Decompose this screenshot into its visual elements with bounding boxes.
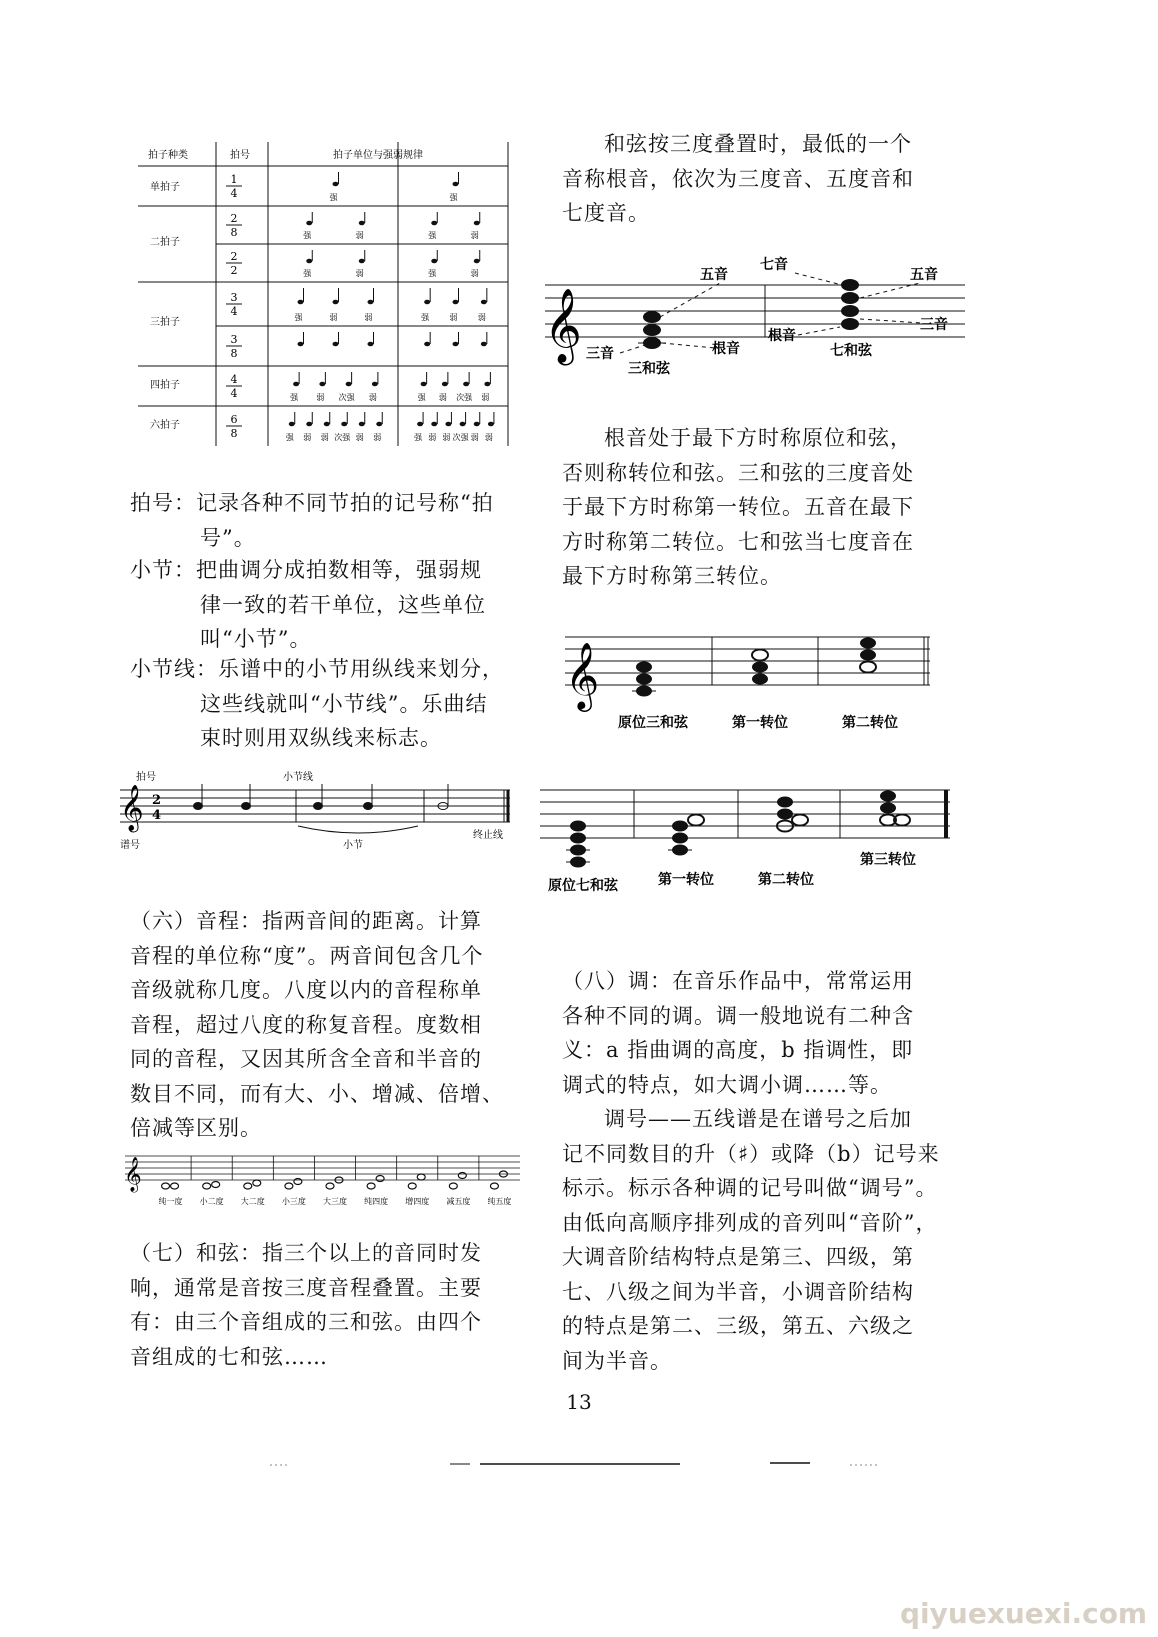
text-line: 最下方时称第三转位。 bbox=[562, 564, 782, 588]
text-line: 调号——五线谱是在谱号之后加 bbox=[604, 1107, 912, 1131]
interval-note bbox=[253, 1180, 261, 1186]
beat-word: 强 bbox=[414, 433, 423, 442]
beat-note bbox=[481, 300, 487, 305]
text-line: 七度音。 bbox=[562, 201, 650, 225]
definition-time-signature bbox=[130, 486, 540, 555]
sig-bottom: 4 bbox=[230, 187, 238, 200]
label-seventh: 七音 bbox=[760, 257, 788, 273]
label-final-barline: 终止线 bbox=[473, 830, 503, 841]
beat-note bbox=[463, 382, 469, 387]
interval-note bbox=[212, 1182, 220, 1188]
beat-note bbox=[417, 422, 423, 427]
beat-word: 次强 bbox=[334, 433, 351, 442]
table-header: 拍子单位与强弱规律 bbox=[333, 150, 423, 161]
measure-brace bbox=[298, 826, 418, 833]
text-line: 同的音程，又因其所含全音和半音的 bbox=[130, 1047, 482, 1071]
label-measure: 小节 bbox=[343, 840, 363, 851]
time-sig-bottom: 4 bbox=[152, 808, 162, 823]
beat-word: 次强 bbox=[338, 393, 355, 402]
treble-clef-icon: 𝄞 bbox=[544, 289, 582, 363]
treble-clef-icon: 𝄞 bbox=[124, 1157, 142, 1192]
term: 小节线： bbox=[130, 657, 218, 681]
label-third: 三音 bbox=[920, 317, 948, 333]
beat-word: 强 bbox=[294, 313, 303, 322]
beat-word: 弱 bbox=[329, 313, 338, 322]
beat-note bbox=[333, 182, 339, 187]
sig-bottom: 4 bbox=[230, 387, 238, 400]
meter-kind: 四拍子 bbox=[150, 380, 180, 391]
interval-note bbox=[449, 1183, 457, 1189]
key-paragraph bbox=[562, 964, 1002, 1102]
beat-word: 强 bbox=[428, 231, 437, 240]
beat-word: 弱 bbox=[428, 433, 437, 442]
text-line: 音级就称几度。八度以内的音程称单 bbox=[130, 978, 482, 1002]
beat-word: 强 bbox=[290, 393, 299, 402]
interval-staff bbox=[120, 1148, 530, 1208]
watermark: qiyuexuexi.com bbox=[900, 1597, 1148, 1630]
interval-label: 小二度 bbox=[199, 1197, 224, 1206]
sig-top: 2 bbox=[230, 250, 238, 263]
text-line: 音组成的七和弦…… bbox=[130, 1344, 328, 1369]
label-second-inversion: 第二转位 bbox=[842, 715, 898, 731]
label-fifth: 五音 bbox=[910, 267, 938, 283]
definition-measure bbox=[130, 553, 540, 657]
beat-note bbox=[306, 259, 312, 264]
sig-top: 1 bbox=[230, 173, 238, 186]
beat-note bbox=[368, 300, 374, 305]
interval-label: 减五度 bbox=[446, 1197, 471, 1206]
label-second-inversion: 第二转位 bbox=[758, 872, 814, 888]
beat-note bbox=[333, 300, 339, 305]
text-line: （八）调：在音乐作品中，常常运用 bbox=[562, 969, 914, 993]
beat-note bbox=[372, 382, 378, 387]
beat-word: 弱 bbox=[477, 313, 486, 322]
beat-word: 弱 bbox=[373, 433, 382, 442]
text-line: 义：a 指曲调的高度，b 指调性，即 bbox=[562, 1038, 914, 1062]
beat-word: 弱 bbox=[320, 433, 329, 442]
text-line: （七）和弦：指三个以上的音同时发 bbox=[130, 1241, 482, 1265]
text-line: 七、八级之间为半音，小调音阶结构 bbox=[562, 1279, 914, 1304]
text-line: 音程，超过八度的称复音程。度数相 bbox=[130, 1012, 482, 1037]
meter-kind: 三拍子 bbox=[150, 317, 180, 328]
beat-word: 弱 bbox=[355, 269, 364, 278]
beat-note bbox=[421, 382, 427, 387]
beat-word: 强 bbox=[303, 231, 312, 240]
beat-word: 弱 bbox=[303, 433, 312, 442]
text-line: 数目不同，而有大、小、增减、倍增、 bbox=[130, 1081, 504, 1106]
interval-note bbox=[408, 1183, 416, 1189]
beat-note bbox=[376, 422, 382, 427]
label-root: 根音 bbox=[768, 328, 796, 344]
label-clef: 谱号 bbox=[120, 840, 140, 851]
beat-note bbox=[341, 422, 347, 427]
definition-barline bbox=[130, 652, 540, 756]
text-line: 大调音阶结构特点是第三、四级，第 bbox=[562, 1245, 914, 1269]
interval-label: 纯五度 bbox=[487, 1197, 512, 1206]
interval-label: 纯一度 bbox=[158, 1197, 183, 1206]
beat-word: 强 bbox=[417, 393, 426, 402]
beat-note bbox=[289, 422, 295, 427]
footer-rule bbox=[250, 1460, 900, 1470]
beat-note bbox=[359, 221, 365, 226]
beat-note bbox=[319, 382, 325, 387]
beat-word: 弱 bbox=[470, 269, 479, 278]
interval-label: 增四度 bbox=[405, 1197, 430, 1206]
interval-note bbox=[490, 1183, 498, 1189]
definition-line: 乐谱中的小节用纵线来划分， bbox=[218, 657, 504, 681]
chord-intro-paragraph bbox=[562, 127, 992, 231]
definition-line: 这些线就叫“小节线”。乐曲结 bbox=[200, 691, 488, 716]
beat-word: 强 bbox=[303, 269, 312, 278]
interval-label: 纯四度 bbox=[364, 1197, 389, 1206]
beat-word: 强 bbox=[449, 193, 458, 202]
table-header: 拍号 bbox=[230, 150, 250, 161]
interval-note bbox=[285, 1183, 293, 1189]
beat-note bbox=[474, 221, 480, 226]
table-header: 拍子种类 bbox=[148, 150, 188, 161]
label-root-position: 原位三和弦 bbox=[618, 715, 688, 731]
beat-note bbox=[431, 259, 437, 264]
meter-kind: 六拍子 bbox=[150, 420, 180, 431]
beat-word: 次强 bbox=[452, 433, 469, 442]
beat-note bbox=[481, 342, 487, 347]
key-signature-paragraph bbox=[562, 1102, 1002, 1378]
text-line: 响，通常是音按三度音程叠置。主要 bbox=[130, 1275, 482, 1300]
beat-word: 强 bbox=[421, 313, 430, 322]
beat-note bbox=[488, 422, 494, 427]
definition-line: 记录各种不同节拍的记号称“拍 bbox=[196, 491, 494, 515]
sig-bottom: 8 bbox=[230, 226, 238, 239]
barline-diagram bbox=[118, 770, 528, 855]
beat-note bbox=[431, 221, 437, 226]
inversion-paragraph bbox=[562, 421, 1002, 594]
text-line: 倍减等区别。 bbox=[130, 1116, 262, 1140]
chord-notes bbox=[632, 638, 876, 697]
beat-note bbox=[293, 382, 299, 387]
beat-word: 弱 bbox=[442, 433, 451, 442]
text-line: 方时称第二转位。七和弦当七度音在 bbox=[562, 529, 914, 554]
text-line: 否则称转位和弦。三和弦的三度音处 bbox=[562, 460, 914, 485]
beat-note bbox=[460, 422, 466, 427]
beat-note bbox=[368, 342, 374, 347]
label-fifth: 五音 bbox=[700, 267, 728, 283]
text-line: 由低向高顺序排列成的音列叫“音阶”， bbox=[562, 1210, 938, 1235]
text-line: 于最下方时称第一转位。五音在最下 bbox=[562, 495, 914, 519]
interval-note bbox=[367, 1183, 375, 1189]
beat-word: 弱 bbox=[449, 313, 458, 322]
time-sig-top: 2 bbox=[152, 793, 162, 808]
beat-note bbox=[484, 382, 490, 387]
text-line: 标示。标示各种调的记号叫做“调号”。 bbox=[562, 1176, 938, 1200]
definition-line: 律一致的若干单位，这些单位 bbox=[200, 592, 486, 617]
sig-top: 4 bbox=[230, 373, 238, 386]
definition-line: 把曲调分成拍数相等，强弱规 bbox=[196, 558, 482, 582]
sig-bottom: 4 bbox=[230, 305, 238, 318]
interval-label: 小三度 bbox=[281, 1197, 306, 1206]
definition-line: 束时则用双纵线来标志。 bbox=[200, 726, 442, 750]
beat-word: 弱 bbox=[355, 433, 364, 442]
text-line: 有：由三个音组成的三和弦。由四个 bbox=[130, 1310, 482, 1334]
definition-line: 号”。 bbox=[200, 525, 256, 550]
meter-kind: 二拍子 bbox=[150, 237, 180, 248]
label-third-inversion: 第三转位 bbox=[860, 852, 916, 868]
text-line: 和弦按三度叠置时，最低的一个 bbox=[604, 132, 912, 156]
beat-word: 弱 bbox=[368, 393, 377, 402]
beat-note bbox=[431, 422, 437, 427]
beat-word: 强 bbox=[285, 433, 294, 442]
sig-bottom: 2 bbox=[230, 264, 238, 277]
triad-inversions-diagram bbox=[560, 615, 940, 735]
label-root-position: 原位七和弦 bbox=[548, 878, 618, 894]
treble-clef-icon: 𝄞 bbox=[120, 785, 144, 831]
interval-note bbox=[244, 1183, 252, 1189]
beat-note bbox=[324, 422, 330, 427]
text-line: 根音处于最下方时称原位和弦， bbox=[604, 426, 912, 450]
interval-note bbox=[294, 1179, 302, 1185]
term: 小节： bbox=[130, 558, 196, 582]
beat-word: 强 bbox=[329, 193, 338, 202]
label-barline: 小节线 bbox=[283, 772, 313, 783]
interval-label: 大二度 bbox=[240, 1197, 265, 1206]
text-line: （六）音程：指两音间的距离。计算 bbox=[130, 909, 482, 933]
text-line: 记不同数目的升（♯）或降（b）记号来 bbox=[562, 1141, 940, 1166]
beat-note bbox=[359, 422, 365, 427]
beat-note bbox=[424, 300, 430, 305]
chord-structure-diagram bbox=[540, 255, 980, 385]
beat-note bbox=[306, 422, 312, 427]
sig-bottom: 8 bbox=[230, 347, 238, 360]
seventh-inversions-diagram bbox=[540, 780, 960, 900]
beat-note bbox=[442, 382, 448, 387]
beat-word: 次强 bbox=[456, 393, 473, 402]
label-triad: 三和弦 bbox=[628, 361, 670, 377]
sig-top: 3 bbox=[230, 333, 238, 346]
interval-note bbox=[171, 1183, 179, 1189]
beat-word: 弱 bbox=[470, 231, 479, 240]
label-seventh-chord: 七和弦 bbox=[830, 343, 872, 359]
interval-note bbox=[326, 1183, 334, 1189]
meter-table bbox=[128, 130, 528, 460]
chord-paragraph bbox=[130, 1236, 540, 1374]
sig-bottom: 8 bbox=[230, 427, 238, 440]
definition-line: 叫“小节”。 bbox=[200, 627, 312, 651]
seventh-chord-notes bbox=[841, 279, 859, 330]
beat-note bbox=[474, 259, 480, 264]
beat-word: 弱 bbox=[438, 393, 447, 402]
label-first-inversion: 第一转位 bbox=[658, 872, 714, 888]
interval-paragraph bbox=[130, 904, 540, 1146]
label-time-signature: 拍号 bbox=[136, 772, 156, 783]
beat-note bbox=[474, 422, 480, 427]
interval-note bbox=[162, 1183, 170, 1189]
beat-word: 弱 bbox=[481, 393, 490, 402]
beat-note bbox=[346, 382, 352, 387]
interval-note bbox=[203, 1183, 211, 1189]
label-first-inversion: 第一转位 bbox=[732, 715, 788, 731]
beat-word: 弱 bbox=[364, 313, 373, 322]
text-line: 调式的特点，如大调小调……等。 bbox=[562, 1072, 892, 1097]
interval-note bbox=[376, 1176, 384, 1182]
beat-note bbox=[306, 221, 312, 226]
staff bbox=[545, 285, 965, 337]
text-line: 音称根音，依次为三度音、五度音和 bbox=[562, 166, 914, 191]
sig-top: 6 bbox=[230, 413, 238, 426]
triad-notes bbox=[638, 311, 666, 349]
beat-word: 弱 bbox=[484, 433, 493, 442]
beat-word: 强 bbox=[428, 269, 437, 278]
beat-note bbox=[333, 342, 339, 347]
beat-word: 弱 bbox=[470, 433, 479, 442]
label-root: 根音 bbox=[712, 341, 740, 357]
sig-top: 3 bbox=[230, 291, 238, 304]
page-number: 13 bbox=[566, 1390, 592, 1414]
beat-note bbox=[453, 300, 459, 305]
beat-note bbox=[298, 300, 304, 305]
sig-top: 2 bbox=[230, 212, 238, 225]
interval-label: 大三度 bbox=[323, 1197, 347, 1206]
text-line: 的特点是第二、三级，第五、六级之 bbox=[562, 1314, 914, 1338]
text-line: 间为半音。 bbox=[562, 1348, 672, 1373]
meter-kind: 单拍子 bbox=[150, 182, 180, 193]
beat-word: 弱 bbox=[316, 393, 325, 402]
beat-note bbox=[424, 342, 430, 347]
interval-note bbox=[458, 1173, 466, 1179]
term: 拍号： bbox=[130, 491, 196, 515]
interval-note bbox=[417, 1174, 425, 1180]
beat-note bbox=[298, 342, 304, 347]
text-line: 各种不同的调。调一般地说有二种含 bbox=[562, 1003, 914, 1028]
beat-note bbox=[453, 182, 459, 187]
text-line: 音程的单位称“度”。两音间包含几个 bbox=[130, 943, 484, 968]
beat-word: 弱 bbox=[355, 231, 364, 240]
beat-note bbox=[359, 259, 365, 264]
beat-note bbox=[453, 342, 459, 347]
treble-clef-icon: 𝄞 bbox=[565, 641, 600, 709]
beat-note bbox=[445, 422, 451, 427]
label-third: 三音 bbox=[586, 346, 614, 362]
